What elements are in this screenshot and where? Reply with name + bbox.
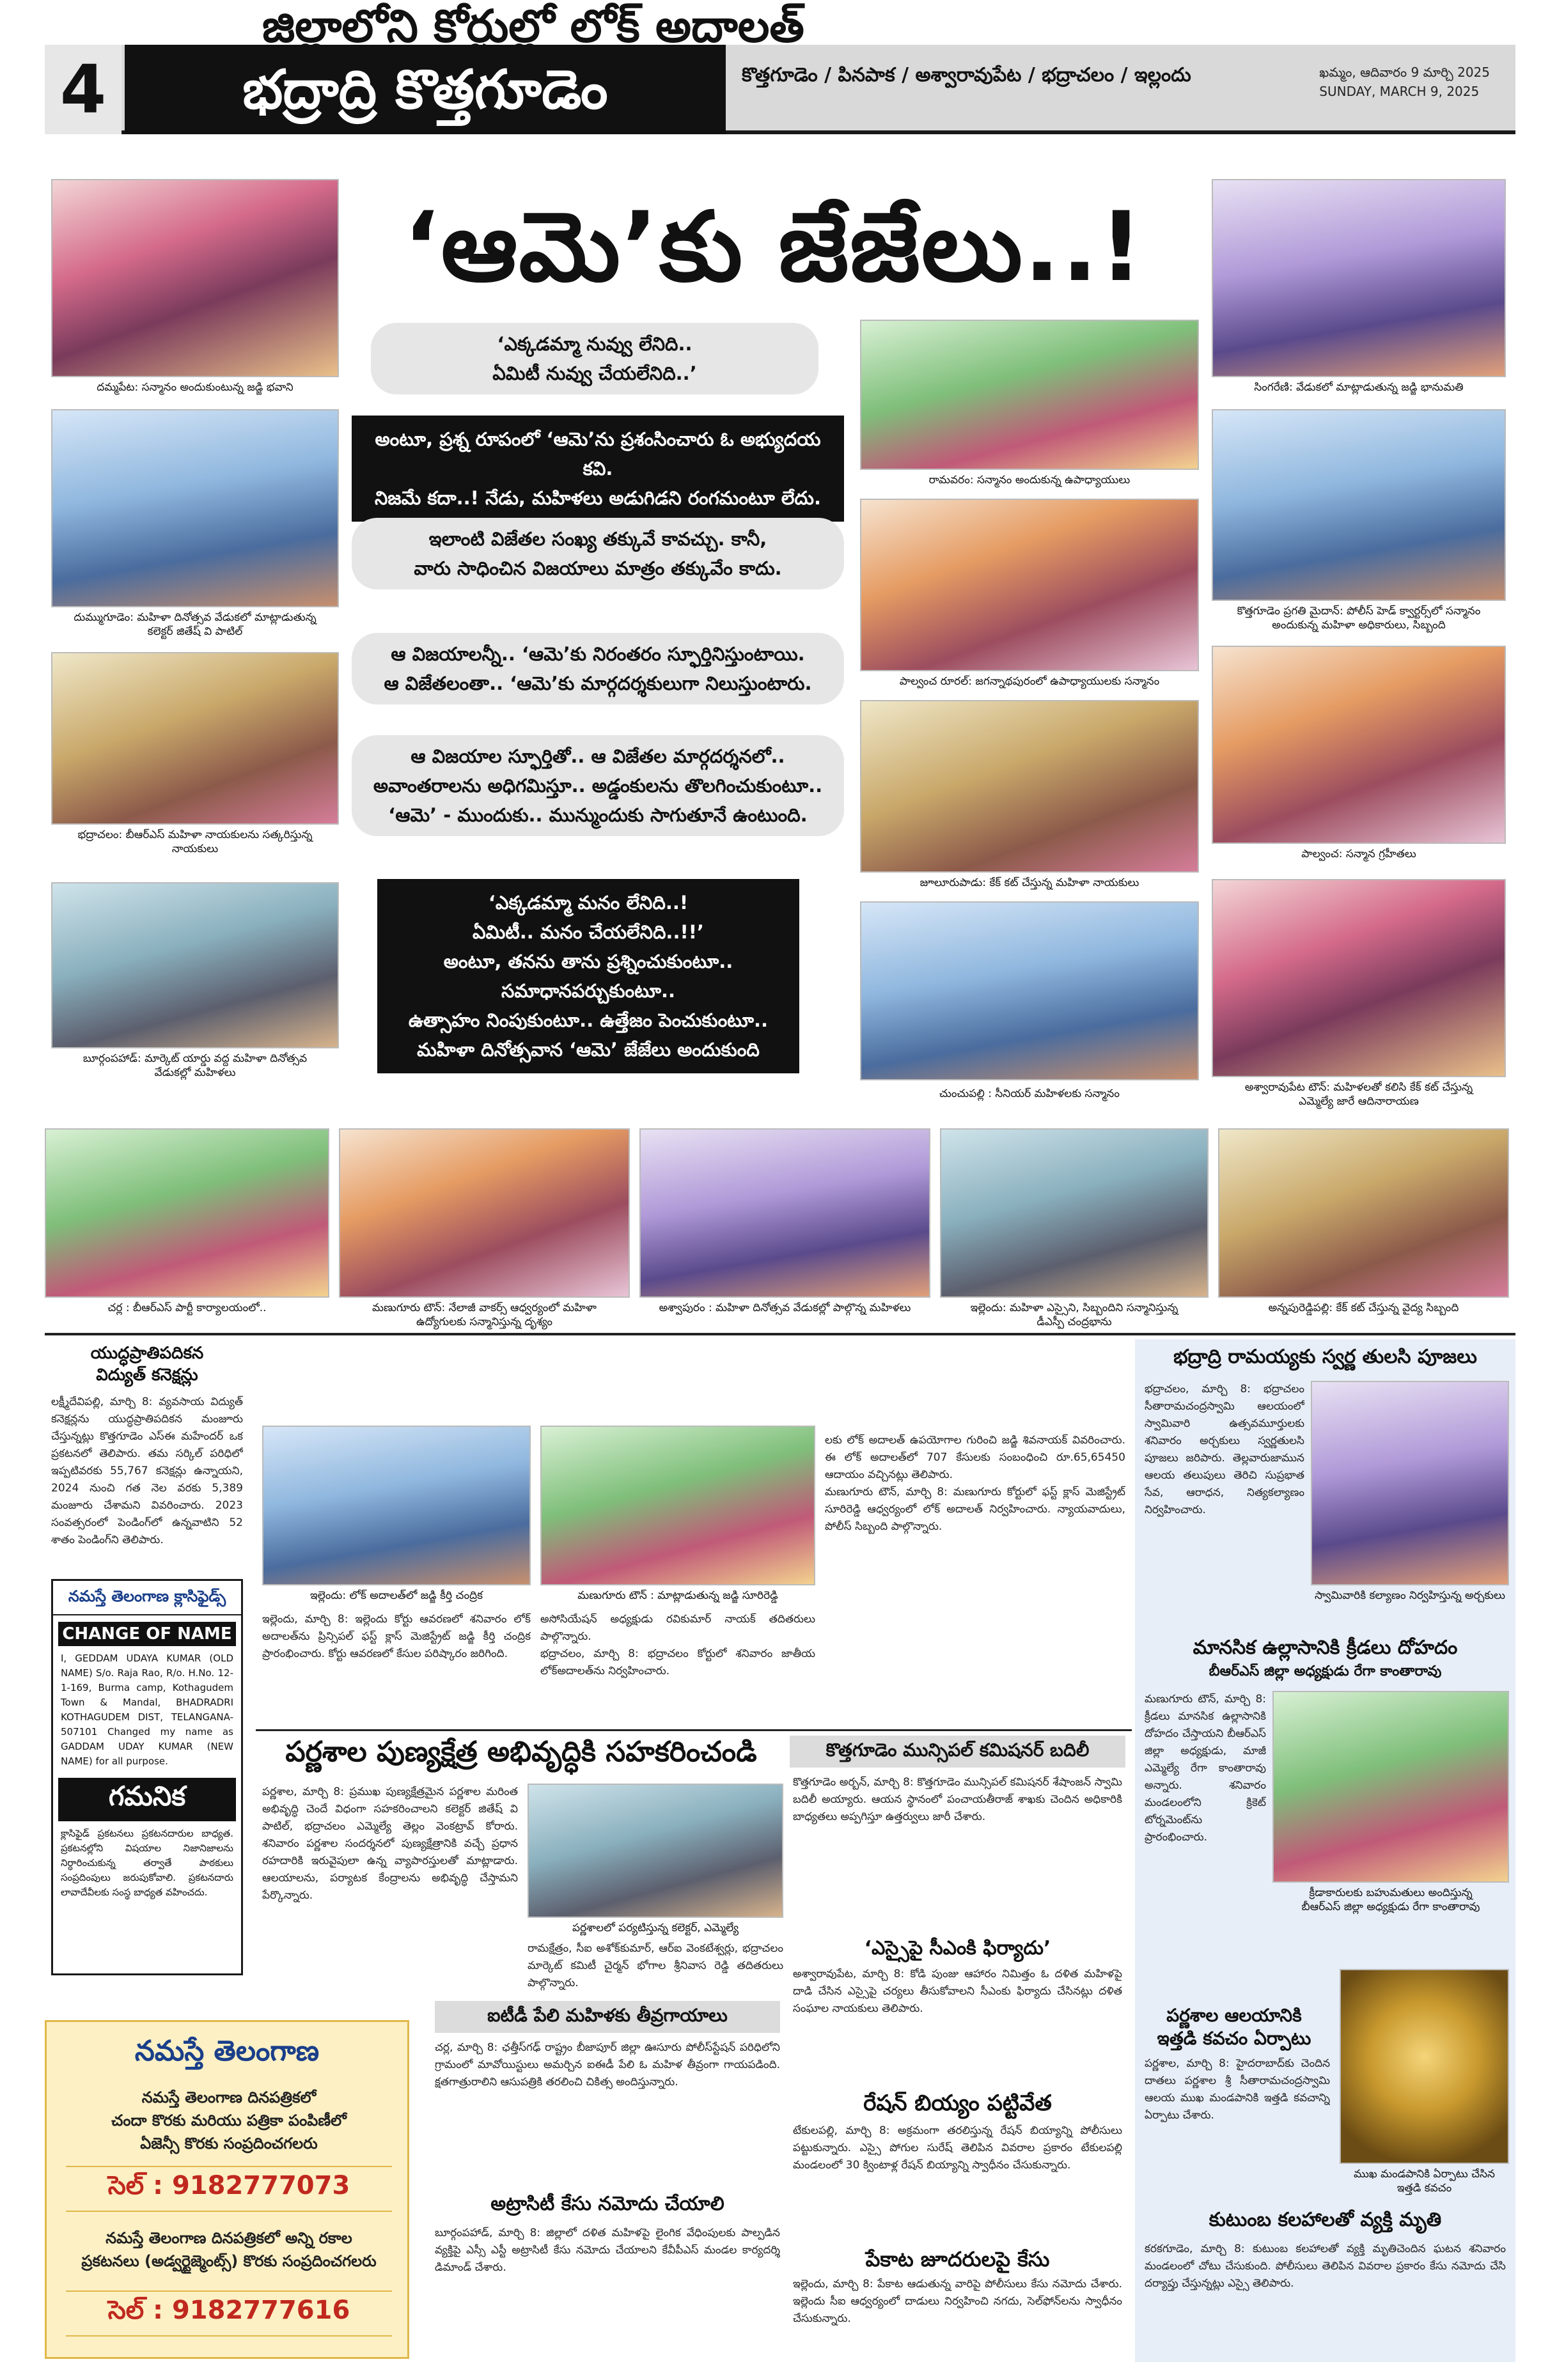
pill-2: ఇలాంటి విజేతల సంఖ్య తక్కువే కావచ్చు. కానీ, వారు సాధించిన విజయాలు మాత్రం తక్కువేం కాదు. bbox=[352, 518, 844, 589]
photo-palvancha-rural bbox=[860, 499, 1199, 671]
change-of-name-heading: CHANGE OF NAME bbox=[58, 1622, 236, 1646]
caption-ramavaram: రామవరం: సన్మానం అందుకున్న ఉపాధ్యాయులు bbox=[928, 474, 1131, 486]
atrocity-headline: అట్రాసిటీ కేసు నమోదు చేయాలి bbox=[490, 2193, 724, 2215]
gambling-body: ఇల్లెందు, మార్చి 8: పేకాట ఆడుతున్న వారిపై పోలీసులు కేసు నమోదు చేశారు. ఇల్లెందు సీఐ ఆధ్వర్యంలో దాడులు నిర్వహించి నగదు, సెల్‌ఫోన్‌లను స్వాధీనం చేసుకున్నారు. bbox=[793, 2278, 1122, 2325]
parnasala-body-2: రామక్షేత్రం, సీఐ అశోక్‌కుమార్, ఆర్ఐ వెంకటేశ్వర్లు, భద్రాచలం మార్కెట్ కమిటీ చైర్మన్ భోగాల శ్రీనివాస రెడ్డి తదితరులు పాల్గొన్నారు. bbox=[528, 1942, 783, 1989]
notice-body: క్లాసిఫైడ్ ప్రకటనలు ప్రకటనదారుల బాధ్యత. ప్రకటనల్లోని విషయాల నిజానిజాలను నిర్ధారించుకున్న తర్వాతే పాఠకులు సంప్రదింపులు జరుపుకోవాలి. ప్రకటనదారు లావాదేవీలకు సంస్థ బాధ్యత వహించదు. bbox=[61, 1828, 233, 1898]
power-connections-body: లక్ష్మీదేవిపల్లి, మార్చి 8: వ్యవసాయ విద్యుత్ కనెక్షన్లను యుద్ధప్రాతిపదికన మంజూరు చేస్తున్నట్లు కొత్తగూడెం ఎస్ఈ మహేందర్ ఒక ప్రకటనలో తెలిపారు. తమ సర్కిల్ పరిధిలో ఇప్పటివరకు 55,767 కనెక్షన్లు ఉన్నాయని, 2024 నుంచి గత నెల వరకు 5,389 మంజూరు చేశామని వివరించారు. 2023 సంవత్సరంలో పెండింగ్‌లో ఉన్నవాటిని 52 శాతం పెండింగ్‌ని తెలిపారు. bbox=[51, 1396, 243, 1546]
family-dispute-body: కరకగూడెం, మార్చి 8: కుటుంబ కలహాలతో వ్యక్తి మృతిచెందిన ఘటన శనివారం మండలంలో చోటు చేసుకుంది. పోలీసులు తెలిపిన వివరాల ప్రకారం కేసు నమోదు చేసి దర్యాప్తు చేస్తున్నట్లు ఎస్సై తెలిపారు. bbox=[1145, 2243, 1506, 2290]
ied-headline: ఐటీడీ పేలి మహిళకు తీవ్రగాయాలు bbox=[487, 2005, 728, 2026]
photo-ramavaram bbox=[860, 320, 1199, 470]
parnasala-headline: పర్ణశాల పుణ్యక్షేత్ర అభివృద్ధికి సహకరించండి bbox=[285, 1736, 757, 1768]
sports-headline: మానసిక ఉల్లాసానికి క్రీడలు దోహదం bbox=[1193, 1637, 1458, 1659]
photo-sports-prizes bbox=[1272, 1691, 1509, 1883]
page-number: 4 bbox=[45, 45, 121, 134]
promo-text-1: నమస్తే తెలంగాణ దినపత్రికలో చందా కొరకు మరియు పత్రికా పంపిణీలో ఏజెన్సీ కొరకు సంప్రదించగలరు bbox=[111, 2088, 347, 2152]
sports-body: మణుగూరు టౌన్, మార్చి 8: క్రీడలు మానసిక ఉల్లాసానికి దోహదం చేస్తాయని బీఆర్ఎస్ జిల్లా అధ్యక్షుడు, మాజీ ఎమ్మెల్యే రేగా కాంతారావు అన్నారు. శనివారం మండలంలోని క్రికెట్ టోర్నమెంట్‌ను ప్రారంభించారు. bbox=[1145, 1693, 1266, 1844]
quote-top: ‘ఎక్కడమ్మా నువ్వు లేనిది.. ఏమిటీ నువ్వు చేయలేనిది..’ bbox=[371, 323, 818, 394]
ramayya-body: భద్రాచలం, మార్చి 8: భద్రాచలం సీతారామచంద్రస్వామి ఆలయంలో స్వామివారి ఉత్సవమూర్తులకు శనివారం అర్చకులు స్వర్ణతులసి పూజలు జరిపారు. తెల్లవారుజామున ఆలయ తలుపులు తెరిచి సుప్రభాత సేవ, ఆరాధన, నిత్యకల్యాణం నిర్వహించారు. bbox=[1145, 1383, 1304, 1516]
photo-singareni bbox=[1212, 179, 1506, 377]
parnasala-body: పర్ణశాల, మార్చి 8: ప్రముఖ పుణ్యక్షేత్రమైన పర్ణశాల మరింత అభివృద్ధి చెందే విధంగా సహకరించాలని కలెక్టర్ జితేష్ వి పాటిల్, భద్రాచలం ఎమ్మెల్యే తెల్లం వెంకట్రావ్ కోరారు. శనివారం పర్ణశాల సందర్శనలో పుణ్యక్షేత్రానికి వచ్చే ప్రధాన రహదారికి ఇరువైపులా ఉన్న వ్యాపారస్తులతో మాట్లాడారు. ఆలయాలను, పర్యాటక కేంద్రాలను అభివృద్ధి చేస్తామని పేర్కొన్నారు. bbox=[262, 1785, 518, 1902]
power-connections-headline: యుద్ధప్రాతిపదికన విద్యుత్ కనెక్షన్లు bbox=[90, 1344, 204, 1385]
photo-ashwapuram bbox=[639, 1128, 930, 1298]
caption-brass-kavacham: ముఖ మండపానికి ఏర్పాటు చేసిన ఇత్తడి కవచం bbox=[1354, 2168, 1495, 2195]
caption-palvancha-rural: పాల్వంచ రూరల్: జగన్నాథపురంలో ఉపాధ్యాయులకు సన్మానం bbox=[899, 675, 1160, 688]
photo-lok-yellandu bbox=[262, 1426, 531, 1585]
caption-parnasala-visit: పర్ణశాలలో పర్యటిస్తున్న కలెక్టర్, ఎమ్మెల్యే bbox=[572, 1922, 739, 1934]
change-of-name-body: I, GEDDAM UDAYA KUMAR (OLD NAME) S/o. Raja Rao, R/o. H.No. 12-1-169, Burma camp, Kothagudem Town & Mandal, BHADRADRI KOTHAGUDEM DIST, TELANGANA-507101 Changed my name as GADDAM UDAY KUMAR (NEW NAME) for all purpose. bbox=[61, 1653, 233, 1767]
caption-aswaraopeta: అశ్వారావుపేట టౌన్: మహిళలతో కలిసి కేక్ కట్ చేస్తున్న ఎమ్మెల్యే జారే ఆదినారాయణ bbox=[1244, 1081, 1473, 1108]
photo-bhadrachalam bbox=[51, 652, 339, 825]
photo-burgampahad bbox=[51, 882, 339, 1048]
classifieds-box bbox=[51, 1579, 243, 1975]
promo-phone-2[interactable]: సెల్ : 9182777616 bbox=[66, 2291, 392, 2337]
pill-3: ఆ విజయాలన్నీ.. ‘ఆమె’కు నిరంతరం స్ఫూర్తినిస్తుంటాయి. ఆ విజేతలంతా.. ‘ఆమె’కు మార్గదర్శకులుగా నిలుస్తుంటారు. bbox=[352, 633, 844, 704]
classifieds-logo: నమస్తే తెలంగాణ క్లాసిఫైడ్స్ bbox=[53, 1587, 241, 1615]
lok-adalat-headline: జిల్లాలోని కోర్టుల్లో లోక్ అదాలత్ bbox=[262, 0, 804, 52]
caption-singareni: సింగరేణి: వేడుకలో మాట్లాడుతున్న జడ్జి భానుమతి bbox=[1254, 381, 1464, 394]
kavacham-headline: పర్ణశాల ఆలయానికి ఇత్తడి కవచం ఏర్పాటు bbox=[1157, 2005, 1311, 2049]
si-complaint-headline: ‘ఎస్సైపై సీఎంకి ఫిర్యాదు’ bbox=[864, 1937, 1051, 1959]
caption-julurupadu: జూలూరుపాడు: కేక్ కట్ చేస్తున్న మహిళా నాయకులు bbox=[919, 876, 1139, 889]
kavacham-body: పర్ణశాల, మార్చి 8: హైదరాబాద్‌కు చెందిన దాతలు పర్ణశాల శ్రీ సీతారామచంద్రస్వామి ఆలయ ముఖ మండపానికి ఇత్తడి కవచాన్ని ఏర్పాటు చేశారు. bbox=[1145, 2057, 1330, 2122]
final-dark-box: ‘ఎక్కడమ్మా మనం లేనిది..! ఏమిటీ.. మనం చేయలేనిది..!!’ అంటూ, తనను తాను ప్రశ్నించుకుంటూ.. సమాధానపర్చుకుంటూ.. ఉత్సాహం నింపుకుంటూ.. ఉత్తేజం పెంచుకుంటూ.. మహిళా దినోత్సవాన ‘ఆమె’ జేజేలు అందుకుంది bbox=[377, 879, 799, 1073]
sports-subheadline: బీఆర్ఎస్ జిల్లా అధ్యక్షుడు రేగా కాంతారావు bbox=[1209, 1663, 1442, 1679]
commissioner-headline: కొత్తగూడెం మున్సిపల్ కమిషనర్ బదిలీ bbox=[825, 1739, 1090, 1761]
intro-dark-box: అంటూ, ప్రశ్న రూపంలో ‘ఆమె’ను ప్రశంసించారు ఓ అభ్యుదయ కవి. నిజమే కదా..! నేడు, మహిళలు అడుగిడని రంగమంటూ లేదు. bbox=[352, 416, 844, 522]
lok-divider bbox=[256, 1729, 1132, 1731]
family-dispute-headline: కుటుంబ కలహాలతో వ్యక్తి మృతి bbox=[1209, 2209, 1442, 2231]
edition-places: కొత్తగూడెం / పినపాక / అశ్వారావుపేట / భద్రాచలం / ఇల్లందు bbox=[742, 64, 1191, 86]
promo-text-2: నమస్తే తెలంగాణ దినపత్రికలో అన్ని రకాల ప్రకటనలు (అడ్వర్టైజ్మెంట్స్) కొరకు సంప్రదించగలరు bbox=[81, 2229, 377, 2270]
caption-palvancha: పాల్వంచ: సన్మాన గ్రహీతలు bbox=[1301, 848, 1416, 860]
si-complaint-body: అశ్వారావుపేట, మార్చి 8: కోడి పుంజు ఆహారం నిమిత్తం ఓ దళిత మహిళపై దాడి చేసిన ఎస్సైపై చర్యలు తీసుకోవాలని సీఎంకు ఫిర్యాదు చేసినట్లు దళిత సంఘాల నాయకులు తెలిపారు. bbox=[793, 1968, 1122, 2015]
promo-phone-1[interactable]: సెల్ : 9182777073 bbox=[66, 2166, 392, 2212]
caption-dummugudem: దుమ్ముగూడెం: మహిళా దినోత్సవ వేడుకలో మాట్లాడుతున్న కలెక్టర్ జితేష్ వి పాటిల్ bbox=[74, 611, 317, 638]
photo-charla bbox=[45, 1128, 329, 1298]
photo-annapureddipalli bbox=[1218, 1128, 1509, 1298]
caption-charla: చర్ల : బీఆర్ఎస్ పార్టీ కార్యాలయంలో.. bbox=[107, 1302, 267, 1314]
date-english: SUNDAY, MARCH 9, 2025 bbox=[1319, 84, 1480, 99]
gambling-headline: పేకాట జూదరులపై కేసు bbox=[865, 2247, 1050, 2271]
caption-dammapeta: దమ్మపేట: సన్మానం అందుకుంటున్న జడ్జి భవాని bbox=[97, 381, 293, 394]
lok-adalat-body-3: లకు లోక్ అదాలత్ ఉపయోగాల గురించి జడ్జి శివనాయక్ వివరించారు. ఈ లోక్ అదాలత్‌లో 707 కేసులకు సంబంధించి రూ.65,65450 ఆదాయం వచ్చినట్లు తెలిపారు. మణుగూరు టౌన్, మార్చి 8: మణుగూరు కోర్టులో ఫస్ట్ క్లాస్ మెజిస్ట్రేట్ సూరిరెడ్డి ఆధ్వర్యంలో లోక్ అదాలత్ నిర్వహించారు. న్యాయవాదులు, పోలీస్ సిబ్బంది పాల్గొన్నారు. bbox=[825, 1434, 1125, 1533]
caption-bhadrachalam: భద్రాచలం: బీఆర్ఎస్ మహిళా నాయకులను సత్కరిస్తున్న నాయకులు bbox=[77, 828, 313, 855]
edition-title: భద్రాద్రి కొత్తగూడెం bbox=[125, 45, 726, 134]
photo-lok-manuguru bbox=[540, 1426, 815, 1585]
photo-julurupadu bbox=[860, 700, 1199, 873]
photo-parnasala-visit bbox=[528, 1784, 783, 1918]
main-headline: ‘ఆమె’కు జేజేలు..! bbox=[403, 192, 1145, 303]
photo-brass-kavacham bbox=[1340, 1969, 1509, 2164]
caption-sports-prizes: క్రీడాకారులకు బహుమతులు అందిస్తున్న బీఆర్ఎస్ జిల్లా అధ్యక్షుడు రేగా కాంతారావు bbox=[1301, 1886, 1480, 1913]
caption-police-hq: కొత్తగూడెం ప్రగతి మైదాన్: పోలీస్ హెడ్ క్వార్టర్స్‌లో సన్మానం అందుకున్న మహిళా అధికారులు, సిబ్బంది bbox=[1237, 605, 1481, 632]
photo-police-hq bbox=[1212, 409, 1506, 601]
caption-yellandu: ఇల్లెందు: మహిళా ఎస్సైని, సిబ్బందిని సన్మానిస్తున్న డీఎస్పీ చంద్రభాను bbox=[970, 1302, 1178, 1328]
ration-headline: రేషన్ బియ్యం పట్టివేత bbox=[863, 2090, 1052, 2116]
photo-palvancha bbox=[1212, 646, 1506, 844]
atrocity-body: బూర్గంపహాడ్, మార్చి 8: జిల్లాలో దళిత మహిళపై లైంగిక వేధింపులకు పాల్పడిన వ్యక్తిపై ఎస్సీ ఎస్టీ అట్రాసిటీ కేసు నమోదు చేయాలని కేవీపీఎస్ మండల కార్యదర్శి డిమాండ్ చేశారు. bbox=[435, 2227, 780, 2274]
commissioner-body: కొత్తగూడెం అర్బన్, మార్చి 8: కొత్తగూడెం మున్సిపల్ కమిషనర్ శేషాంజన్ స్వామి బదిలీ అయ్యారు. ఆయన స్థానంలో పంచాయతీరాజ్ శాఖకు చెందిన అధికారికి బాధ్యతలు అప్పగిస్తూ ఉత్తర్వులు జారీ చేశారు. bbox=[793, 1776, 1122, 1823]
pill-4: ఆ విజయాల స్ఫూర్తితో.. ఆ విజేతల మార్గదర్శనలో.. అవాంతరాలను అధిగమిస్తూ.. అడ్డంకులను తొలగించుకుంటూ.. ‘ఆమె’ - ముందుకు.. మున్ముందుకు సాగుతూనే ఉంటుంది. bbox=[352, 735, 844, 836]
lok-adalat-body-2: అసోసియేషన్ అధ్యక్షుడు రవికుమార్ నాయక్ తదితరులు పాల్గొన్నారు. భద్రాచలం, మార్చి 8: భద్రాచలం కోర్టులో శనివారం జాతీయ లోక్‌అదాలత్‌ను నిర్వహించారు. bbox=[540, 1613, 815, 1677]
date-telugu: ఖమ్మం, ఆదివారం 9 మార్చి 2025 bbox=[1319, 65, 1490, 80]
caption-annapureddipalli: అన్నపురెడ్డిపల్లి: కేక్ కట్ చేస్తున్న వైద్య సిబ్బంది bbox=[1268, 1302, 1459, 1314]
photo-yellandu bbox=[940, 1128, 1209, 1298]
subscription-promo bbox=[45, 2020, 409, 2359]
caption-chunchupalli: చుంచుపల్లి : సీనియర్ మహిళలకు సన్మానం bbox=[939, 1087, 1120, 1100]
caption-lok-yellandu: ఇల్లెందు: లోక్ అదాలత్‌లో జడ్జి కీర్తి చంద్రిక bbox=[310, 1589, 483, 1602]
caption-ashwapuram: అశ్వాపురం : మహిళా దినోత్సవ వేడుకల్లో పాల్గొన్న మహిళలు bbox=[659, 1302, 911, 1314]
dateline bbox=[1319, 63, 1490, 101]
caption-lok-manuguru: మణుగూరు టౌన్ : మాట్లాడుతున్న జడ్జి సూరిరెడ్డి bbox=[577, 1589, 778, 1602]
photo-ramayya-kalyanam bbox=[1311, 1381, 1509, 1585]
caption-ramayya-kalyanam: స్వామివారికి కల్యాణం నిర్వహిస్తున్న అర్చకులు bbox=[1315, 1589, 1505, 1602]
promo-brand: నమస్తే తెలంగాణ bbox=[134, 2035, 320, 2067]
ramayya-headline: భద్రాద్రి రామయ్యకు స్వర్ణ తులసి పూజలు bbox=[1173, 1346, 1477, 1368]
ied-body: చర్ల, మార్చి 8: ఛత్తీస్‌గఢ్ రాష్ట్రం బీజాపూర్ జిల్లా ఊసూరు పోలీస్‌స్టేషన్ పరిధిలోని గ్రామంలో మావోయిస్టులు అమర్చిన ఐఈడీ పేలి ఓ మహిళ తీవ్రంగా గాయపడింది. క్షతగాత్రురాలిని ఆసుపత్రికి తరలించి చికిత్స అందిస్తున్నారు. bbox=[435, 2041, 780, 2088]
photo-chunchupalli bbox=[860, 901, 1199, 1080]
lok-adalat-body-1: ఇల్లెందు, మార్చి 8: ఇల్లెందు కోర్టు ఆవరణలో శనివారం లోక్ అదాలత్‌ను ప్రిన్సిపల్ ఫస్ట్ క్లాస్ మెజిస్ట్రేట్ జడ్జి కీర్తి చంద్రిక ప్రారంభించారు. కోర్టు ఆవరణలో కేసుల పరిష్కారం జరిగింది. bbox=[262, 1613, 531, 1660]
caption-manuguru-town: మణుగూరు టౌన్: నేలాజీ వాకర్స్ ఆధ్వర్యంలో మహిళా ఉద్యోగులకు సన్మానిస్తున్న దృశ్యం bbox=[372, 1302, 597, 1328]
ration-body: టేకులపల్లి, మార్చి 8: అక్రమంగా తరలిస్తున్న రేషన్ బియ్యాన్ని పోలీసులు పట్టుకున్నారు. ఎస్సై పోగుల సురేష్ తెలిపిన వివరాల ప్రకారం టేకులపల్లి మండలంలో 30 క్వింటాళ్ల రేషన్ బియ్యాన్ని స్వాధీనం చేసుకున్నారు. bbox=[793, 2124, 1122, 2172]
photo-manuguru-town bbox=[339, 1128, 630, 1298]
caption-burgampahad: బూర్గంపహాడ్: మార్కెట్ యార్డు వద్ద మహిళా దినోత్సవ వేడుకల్లో మహిళలు bbox=[82, 1052, 308, 1079]
photo-dummugudem bbox=[51, 409, 339, 607]
photo-aswaraopeta bbox=[1212, 879, 1506, 1077]
notice-heading: గమనిక bbox=[58, 1778, 236, 1821]
section-divider bbox=[45, 1333, 1515, 1335]
photo-dammapeta bbox=[51, 179, 339, 377]
